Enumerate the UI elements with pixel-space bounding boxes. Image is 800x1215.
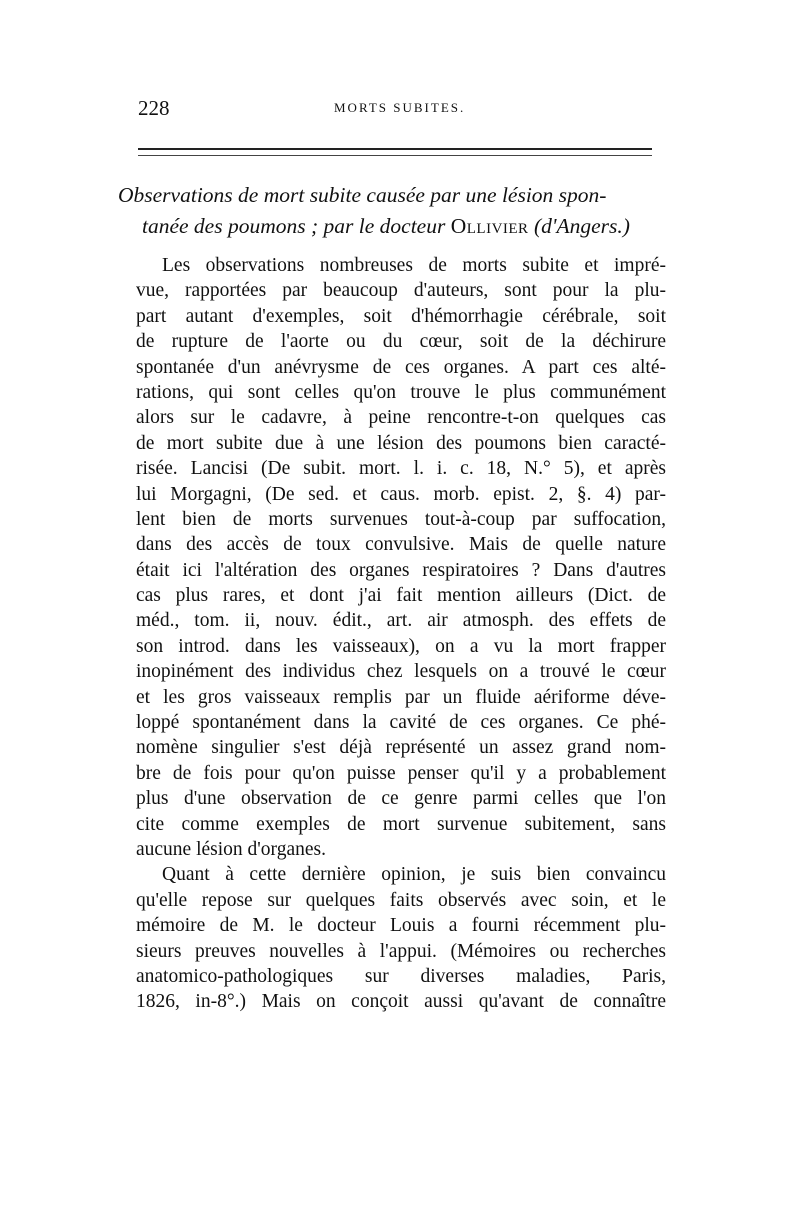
running-head <box>138 96 668 124</box>
text-line: inopinément des individus chez lesquels on a trouvé le cœur <box>136 661 666 683</box>
text-line: Les observations nombreuses de morts subite et impré- <box>162 255 666 276</box>
text-line: anatomico-pathologiques sur diverses maladies, Paris, <box>136 965 666 987</box>
text-line: lent bien de morts survenues tout-à-coup par suffocation, <box>136 508 666 530</box>
text-line: risée. Lancisi (De subit. mort. l. i. c. 18, N.° 5), et après <box>136 458 666 480</box>
heading-line-1: Observations de mort subite causée par une lésion spon- <box>118 183 607 207</box>
text-line: alors sur le cadavre, à peine rencontre-t-on quelques cas <box>136 407 666 429</box>
heading-line-2 <box>118 211 678 242</box>
text-line: cas plus rares, et dont j'ai fait mention ailleurs (Dict. de <box>136 585 666 607</box>
text-line: vue, rapportées par beaucoup d'auteurs, sont pour la plu- <box>136 280 666 302</box>
text-line: nomène singulier s'est déjà représenté un assez grand nom- <box>136 737 666 759</box>
text-line: de rupture de l'aorte ou du cœur, soit de la déchirure <box>136 331 666 353</box>
text-line: sieurs preuves nouvelles à l'appui. (Mémoires ou recherches <box>136 940 666 962</box>
page-number: 228 <box>138 96 170 120</box>
heading-line-2-text: tanée des poumons ; par le docteur <box>142 214 451 238</box>
running-title: MORTS SUBITES. <box>334 100 466 115</box>
text-line: rations, qui sont celles qu'on trouve le plus communément <box>136 381 666 403</box>
text-line: et les gros vaisseaux remplis par un fluide aériforme déve- <box>136 686 666 708</box>
text-line: était ici l'altération des organes respiratoires ? Dans d'autres <box>136 559 666 581</box>
text-line: son introd. dans les vaisseaux), on a vu la mort frapper <box>136 635 666 657</box>
text-line: aucune lésion d'organes. <box>136 838 326 860</box>
text-line: méd., tom. ii, nouv. édit., art. air atmosph. des effets de <box>136 610 666 632</box>
text-line: 1826, in-8°.) Mais on conçoit aussi qu'avant de connaître <box>136 991 666 1013</box>
header-rule <box>138 148 652 156</box>
text-line: dans des accès de toux convulsive. Mais de quelle nature <box>136 534 666 556</box>
text-line: qu'elle repose sur quelques faits observés avec soin, et le <box>136 889 666 911</box>
text-line: spontanée d'un anévrysme de ces organes. A part ces alté- <box>136 356 666 378</box>
text-line: de mort subite due à une lésion des poumons bien caracté- <box>136 432 666 454</box>
body-text <box>136 253 666 1015</box>
text-line: part autant d'exemples, soit d'hémorrhagie cérébrale, soit <box>136 305 666 327</box>
text-line: cite comme exemples de mort survenue subitement, sans <box>136 813 666 835</box>
heading-line-2-end: (d'Angers.) <box>528 214 630 238</box>
text-line: bre de fois pour qu'on puisse penser qu'il y a probablement <box>136 762 666 784</box>
section-heading <box>118 180 678 242</box>
text-line: plus d'une observation de ce genre parmi celles que l'on <box>136 788 666 810</box>
text-line: loppé spontanément dans la cavité de ces organes. Ce phé- <box>136 712 666 734</box>
text-line: Quant à cette dernière opinion, je suis bien convaincu <box>162 864 666 886</box>
text-line: mémoire de M. le docteur Louis a fourni récemment plu- <box>136 915 666 937</box>
heading-author: Ollivier <box>450 214 529 238</box>
text-line: lui Morgagni, (De sed. et caus. morb. epist. 2, §. 4) par- <box>136 483 666 505</box>
